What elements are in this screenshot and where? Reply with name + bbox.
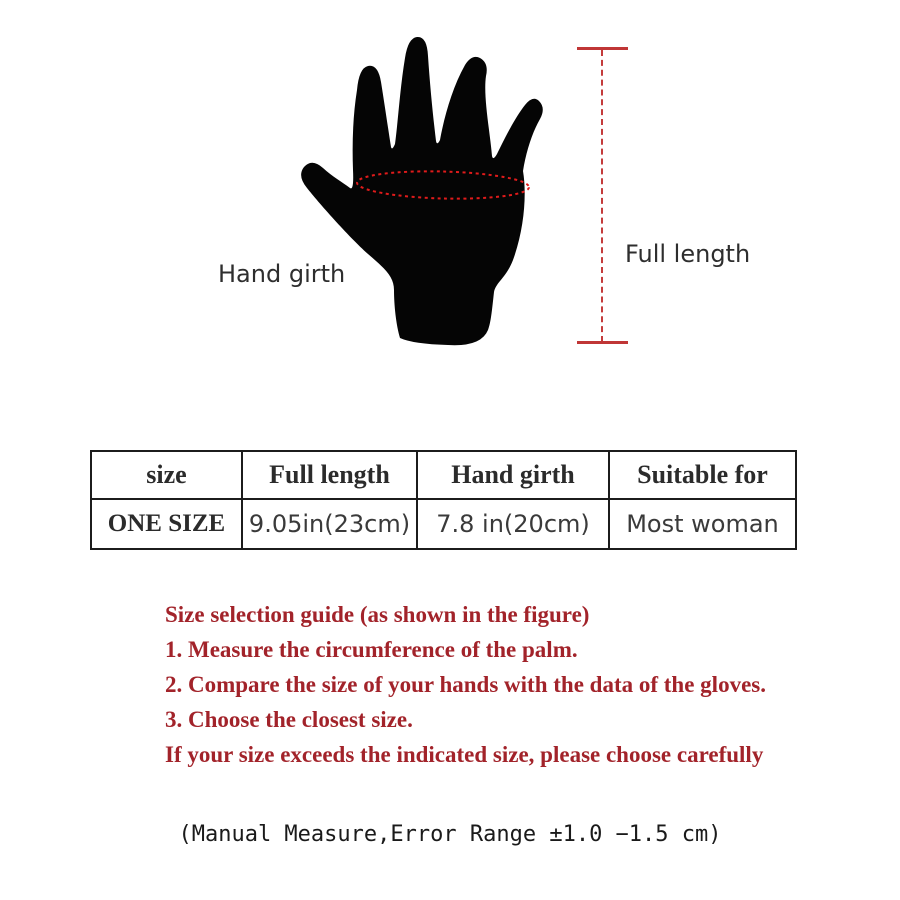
header-suitable-for: Suitable for (609, 451, 796, 499)
full-length-dashed-line-icon (601, 50, 603, 342)
cell-size: ONE SIZE (91, 499, 242, 549)
guide-warning: If your size exceeds the indicated size, please choose carefully (165, 742, 764, 767)
header-hand-girth: Hand girth (417, 451, 609, 499)
cell-full-length: 9.05in(23cm) (242, 499, 417, 549)
measure-cap-bottom-icon (577, 341, 628, 344)
guide-title: Size selection guide (as shown in the figure) (165, 602, 590, 627)
size-table (90, 450, 797, 550)
header-full-length: Full length (242, 451, 417, 499)
size-table-data-row (91, 499, 796, 549)
guide-step-1: 1. Measure the circumference of the palm. (165, 637, 578, 662)
hand-figure (280, 30, 560, 360)
size-table-header-row (91, 451, 796, 499)
hand-silhouette-icon (280, 30, 560, 360)
cell-hand-girth: 7.8 in(20cm) (417, 499, 609, 549)
size-selection-guide (165, 597, 766, 772)
measure-error-note: (Manual Measure,Error Range ±1.0 −1.5 cm) (178, 822, 722, 847)
cell-suitable-for: Most woman (609, 499, 796, 549)
hand-outline (301, 37, 543, 345)
header-size: size (91, 451, 242, 499)
hand-girth-label: Hand girth (218, 260, 346, 288)
guide-step-2: 2. Compare the size of your hands with the data of the gloves. (165, 672, 766, 697)
full-length-label: Full length (625, 240, 751, 268)
guide-step-3: 3. Choose the closest size. (165, 707, 413, 732)
